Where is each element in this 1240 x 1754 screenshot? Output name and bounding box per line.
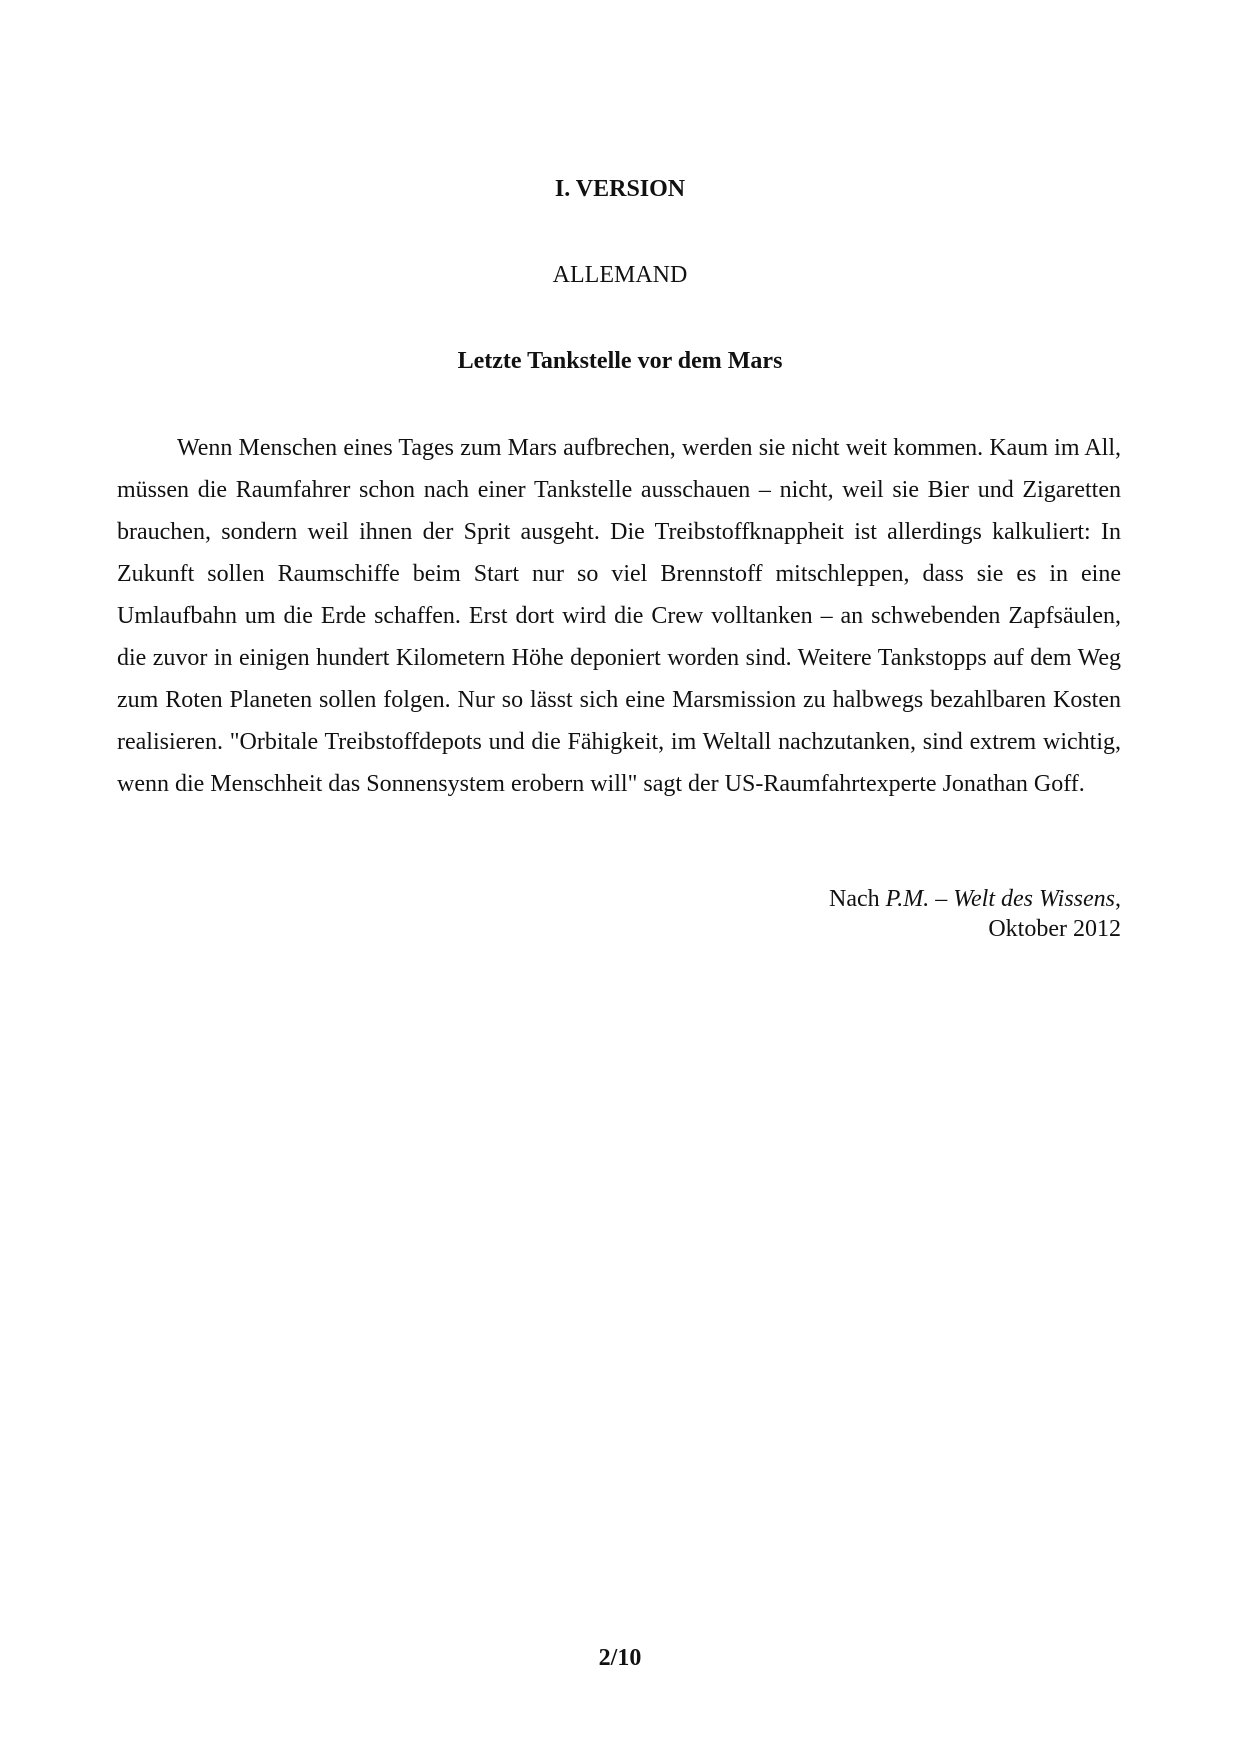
- source-citation: [700, 884, 1121, 944]
- article-body: Wenn Menschen eines Tages zum Mars aufbrechen, werden sie nicht weit kommen. Kaum im All, müssen die Raumfahrer schon nach einer Tankstelle ausschauen – nicht, weil sie Bier und Zigaretten brauchen, sondern weil ihnen der Sprit ausgeht. Die Treibstoffknappheit ist allerdings kalkuliert: In Zukunft sollen Raumschiffe beim Start nur so viel Brennstoff mitschleppen, dass sie es in eine Umlaufbahn um die Erde schaffen. Erst dort wird die Crew volltanken – an schwebenden Zapfsäulen, die zuvor in einigen hundert Kilometern Höhe deponiert worden sind. Weitere Tankstopps auf dem Weg zum Roten Planeten sollen folgen. Nur so lässt sich eine Marsmission zu halbwegs bezahlbaren Kosten realisieren. "Orbitale Treibstoffdepots und die Fähigkeit, im Weltall nachzutanken, sind extrem wichtig, wenn die Menschheit das Sonnensystem erobern will" sagt der US-Raumfahrtexperte Jonathan Goff.: [117, 435, 1121, 797]
- source-publication: P.M. – Welt des Wissens: [885, 886, 1115, 912]
- source-prefix: Nach: [829, 886, 886, 912]
- source-date: Oktober 2012: [988, 916, 1121, 942]
- article-title: Letzte Tankstelle vor dem Mars: [457, 348, 783, 374]
- language-heading: ALLEMAND: [552, 262, 688, 288]
- source-line: [700, 884, 1121, 914]
- source-suffix: ,: [1115, 886, 1121, 912]
- version-heading: I. VERSION: [554, 176, 686, 202]
- page-number: 2/10: [598, 1645, 642, 1671]
